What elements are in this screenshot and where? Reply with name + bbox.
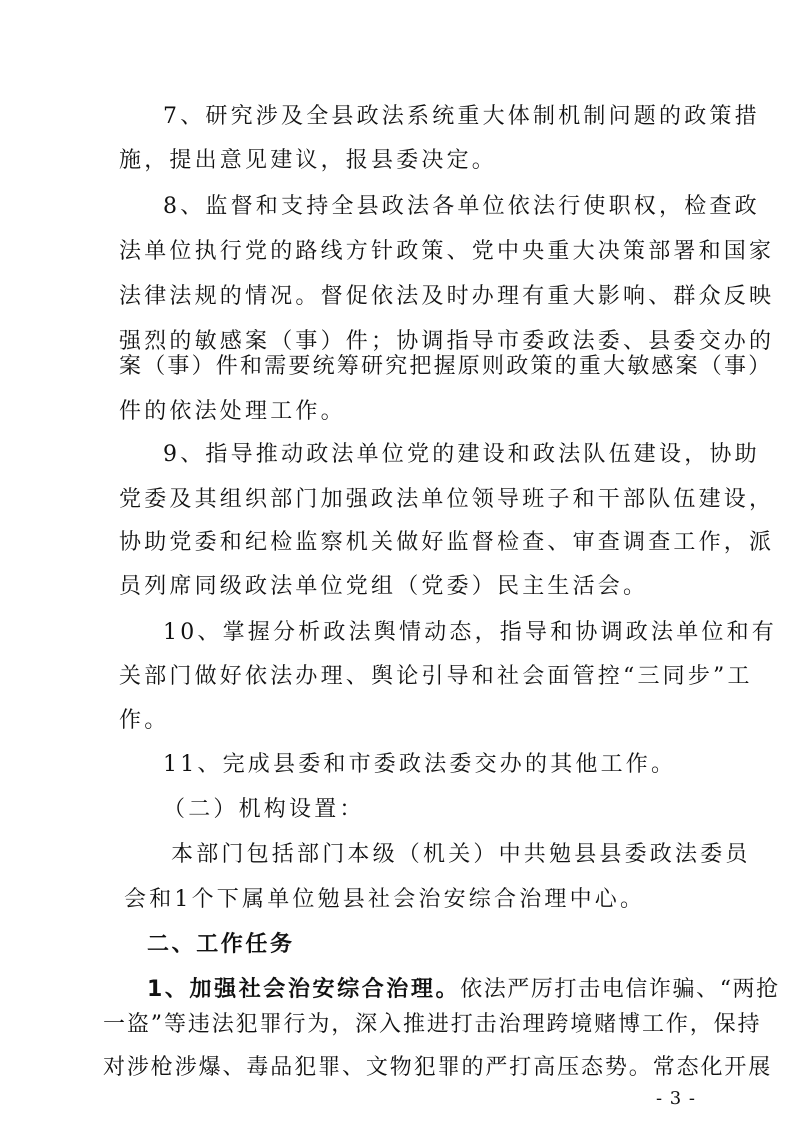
paragraph-line: 件的依法处理工作。 [119,399,346,424]
section-subheading: （二）机构设置： [163,797,365,822]
task-paragraph-first-line [147,975,780,1005]
paragraph-line: 案（事）件和需要统筹研究把握原则政策的重大敏感案（事） [119,354,773,379]
paragraph-line: 作。 [119,708,170,733]
paragraph-line: 协助党委和纪检监察机关做好监督检查、审查调查工作，派 [119,530,775,555]
paragraph-line: 会和1个下属单位勉县社会治安综合治理中心。 [124,887,646,912]
paragraph-line: 9、指导推动政法单位党的建设和政法队伍建设，协助 [163,442,760,467]
paragraph-line: 党委及其组织部门加强政法单位领导班子和干部队伍建设， [119,487,775,512]
paragraph-line: 法单位执行党的路线方针政策、党中央重大决策部署和国家 [119,239,775,264]
paragraph-line: 8、监督和支持全县政法各单位依法行使职权，检查政 [163,194,760,219]
paragraph-line: 对涉枪涉爆、毒品犯罪、文物犯罪的严打高压态势。常态化开展 [103,1055,773,1080]
paragraph-line: 员列席同级政法单位党组（党委）民主生活会。 [119,574,649,599]
paragraph-line: 11、完成县委和市委政法委交办的其他工作。 [163,752,677,777]
task-text: 依法严厉打击电信诈骗、“两抢 [460,977,780,1002]
paragraph-line: 7、研究涉及全县政法系统重大体制机制问题的政策措 [163,104,760,129]
paragraph-line: 强烈的敏感案（事）件；协调指导市委政法委、县委交办的 [119,329,775,354]
paragraph-line: 10、掌握分析政法舆情动态，指导和协调政法单位和有 [163,620,777,645]
paragraph-line: 一盗”等违法犯罪行为，深入推进打击治理跨境赌博工作，保持 [103,1012,762,1037]
page-number: - 3 - [655,1088,696,1109]
section-heading: 二、工作任务 [147,932,295,957]
paragraph-line: 本部门包括部门本级（机关）中共勉县县委政法委员 [171,842,751,867]
paragraph-line: 法律法规的情况。督促依法及时办理有重大影响、群众反映 [119,284,775,309]
paragraph-line: 施，提出意见建议，报县委决定。 [119,148,498,173]
task-heading: 1、加强社会治安综合治理。 [147,977,461,1002]
paragraph-line: 关部门做好依法办理、舆论引导和社会面管控“三同步”工 [119,664,753,689]
